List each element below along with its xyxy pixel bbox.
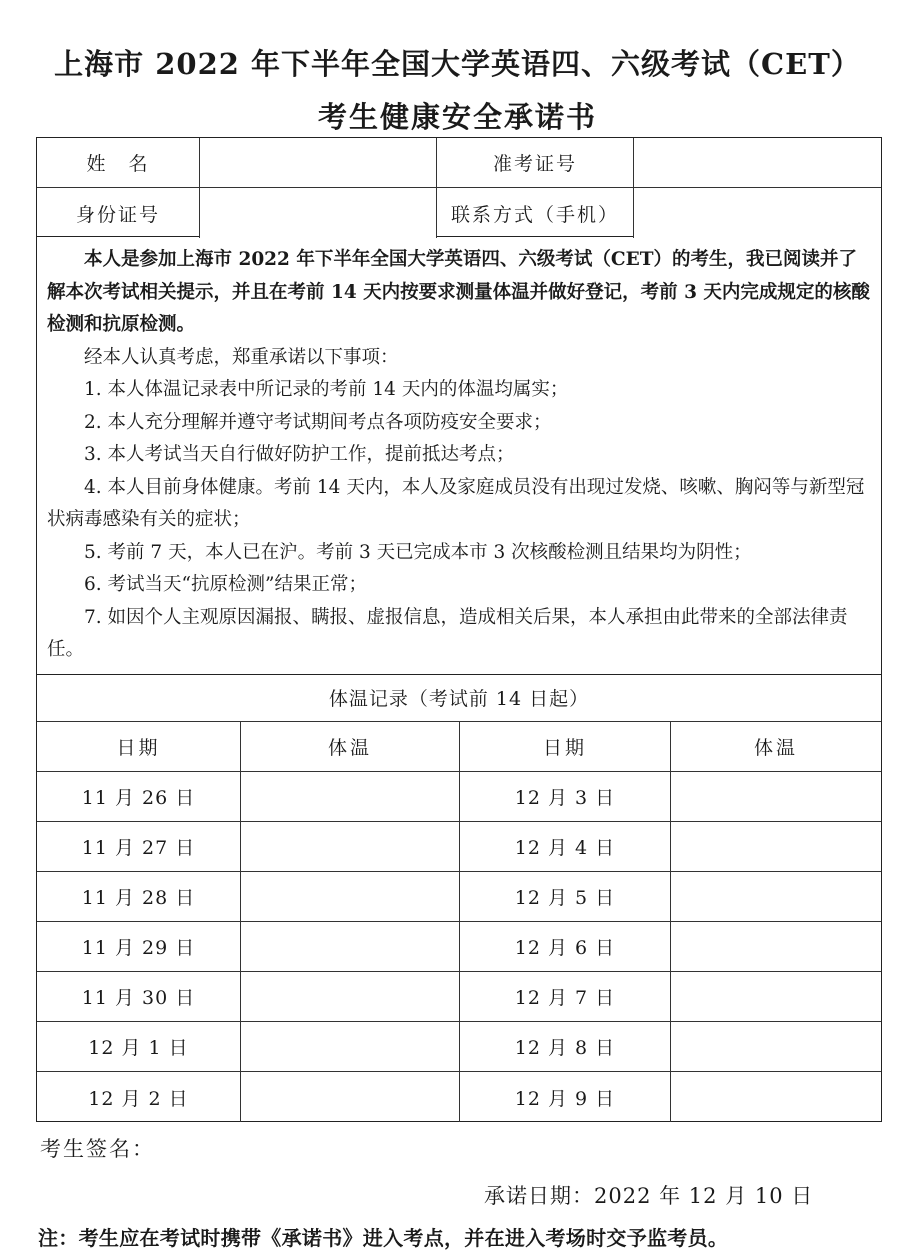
name-label: 姓 名 <box>37 138 200 188</box>
temperature-input-cell[interactable] <box>241 822 460 872</box>
temperature-input-cell[interactable] <box>671 1072 881 1122</box>
pledge-item: 6. 考试当天“抗原检测”结果正常； <box>84 574 367 595</box>
date-cell: 11 月 30 日 <box>37 972 241 1022</box>
date-cell: 12 月 8 日 <box>460 1022 671 1072</box>
column-header-date: 日期 <box>460 722 671 772</box>
temperature-record-table <box>36 674 882 1122</box>
pledge-date: 承诺日期：2022 年 12 月 10 日 <box>484 1184 814 1208</box>
footnote: 注：考生应在考试时携带《承诺书》进入考点，并在进入考场时交予监考员。 <box>38 1226 729 1250</box>
exam-id-field[interactable] <box>634 138 881 188</box>
contact-field[interactable] <box>634 188 881 238</box>
date-cell: 11 月 27 日 <box>37 822 241 872</box>
temperature-record-heading: 体温记录（考试前 14 日起） <box>37 674 881 722</box>
column-header-temperature: 体温 <box>671 722 881 772</box>
temperature-input-cell[interactable] <box>671 922 881 972</box>
pledge-item: 3. 本人考试当天自行做好防护工作，提前抵达考点； <box>84 444 515 465</box>
document-title-line2: 考生健康安全承诺书 <box>317 100 597 134</box>
temperature-input-cell[interactable] <box>241 922 460 972</box>
temperature-input-cell[interactable] <box>241 872 460 922</box>
temperature-input-cell[interactable] <box>241 1022 460 1072</box>
pledge-intro: 本人是参加上海市 2022 年下半年全国大学英语四、六级考试（CET）的考生，我已阅读并了解本次考试相关提示，并且在考前 14 天内按要求测量体温并做好登记，考前 3 天内完成规定的核酸检测和抗原检测。 <box>47 249 870 335</box>
pledge-item: 4. 本人目前身体健康。考前 14 天内，本人及家庭成员没有出现过发烧、咳嗽、胸闷等与新型冠状病毒感染有关的症状； <box>47 476 865 530</box>
temperature-grid <box>37 722 881 1122</box>
date-cell: 12 月 3 日 <box>460 772 671 822</box>
name-field[interactable] <box>200 138 437 188</box>
contact-label: 联系方式（手机） <box>437 188 634 238</box>
document-title-line1: 上海市 2022 年下半年全国大学英语四、六级考试（CET） <box>54 47 861 81</box>
temperature-input-cell[interactable] <box>241 1072 460 1122</box>
column-header-date: 日期 <box>37 722 241 772</box>
date-cell: 11 月 26 日 <box>37 772 241 822</box>
exam-id-label: 准考证号 <box>437 138 634 188</box>
date-cell: 12 月 4 日 <box>460 822 671 872</box>
temperature-input-cell[interactable] <box>671 1022 881 1072</box>
id-number-field[interactable] <box>200 188 437 238</box>
date-cell: 11 月 29 日 <box>37 922 241 972</box>
pledge-item: 1. 本人体温记录表中所记录的考前 14 天内的体温均属实； <box>84 379 569 400</box>
date-cell: 11 月 28 日 <box>37 872 241 922</box>
temperature-input-cell[interactable] <box>671 972 881 1022</box>
temperature-input-cell[interactable] <box>671 822 881 872</box>
date-cell: 12 月 6 日 <box>460 922 671 972</box>
temperature-input-cell[interactable] <box>671 772 881 822</box>
pledge-lead: 经本人认真考虑，郑重承诺以下事项： <box>84 346 399 368</box>
date-cell: 12 月 7 日 <box>460 972 671 1022</box>
signature-label: 考生签名： <box>40 1137 155 1161</box>
pledge-item: 2. 本人充分理解并遵守考试期间考点各项防疫安全要求； <box>84 411 552 433</box>
date-cell: 12 月 9 日 <box>460 1072 671 1122</box>
pledge-item: 7. 如因个人主观原因漏报、瞒报、虚报信息，造成相关后果，本人承担由此带来的全部法律责任。 <box>47 606 848 660</box>
temperature-input-cell[interactable] <box>241 772 460 822</box>
date-cell: 12 月 2 日 <box>37 1072 241 1122</box>
pledge-section <box>36 237 882 675</box>
date-cell: 12 月 1 日 <box>37 1022 241 1072</box>
temperature-input-cell[interactable] <box>671 872 881 922</box>
pledge-item: 5. 考前 7 天，本人已在沪。考前 3 天已完成本市 3 次核酸检测且结果均为阴性； <box>84 541 752 563</box>
id-number-label: 身份证号 <box>37 188 200 238</box>
column-header-temperature: 体温 <box>241 722 460 772</box>
temperature-input-cell[interactable] <box>241 972 460 1022</box>
personal-info-table <box>36 137 882 237</box>
date-cell: 12 月 5 日 <box>460 872 671 922</box>
